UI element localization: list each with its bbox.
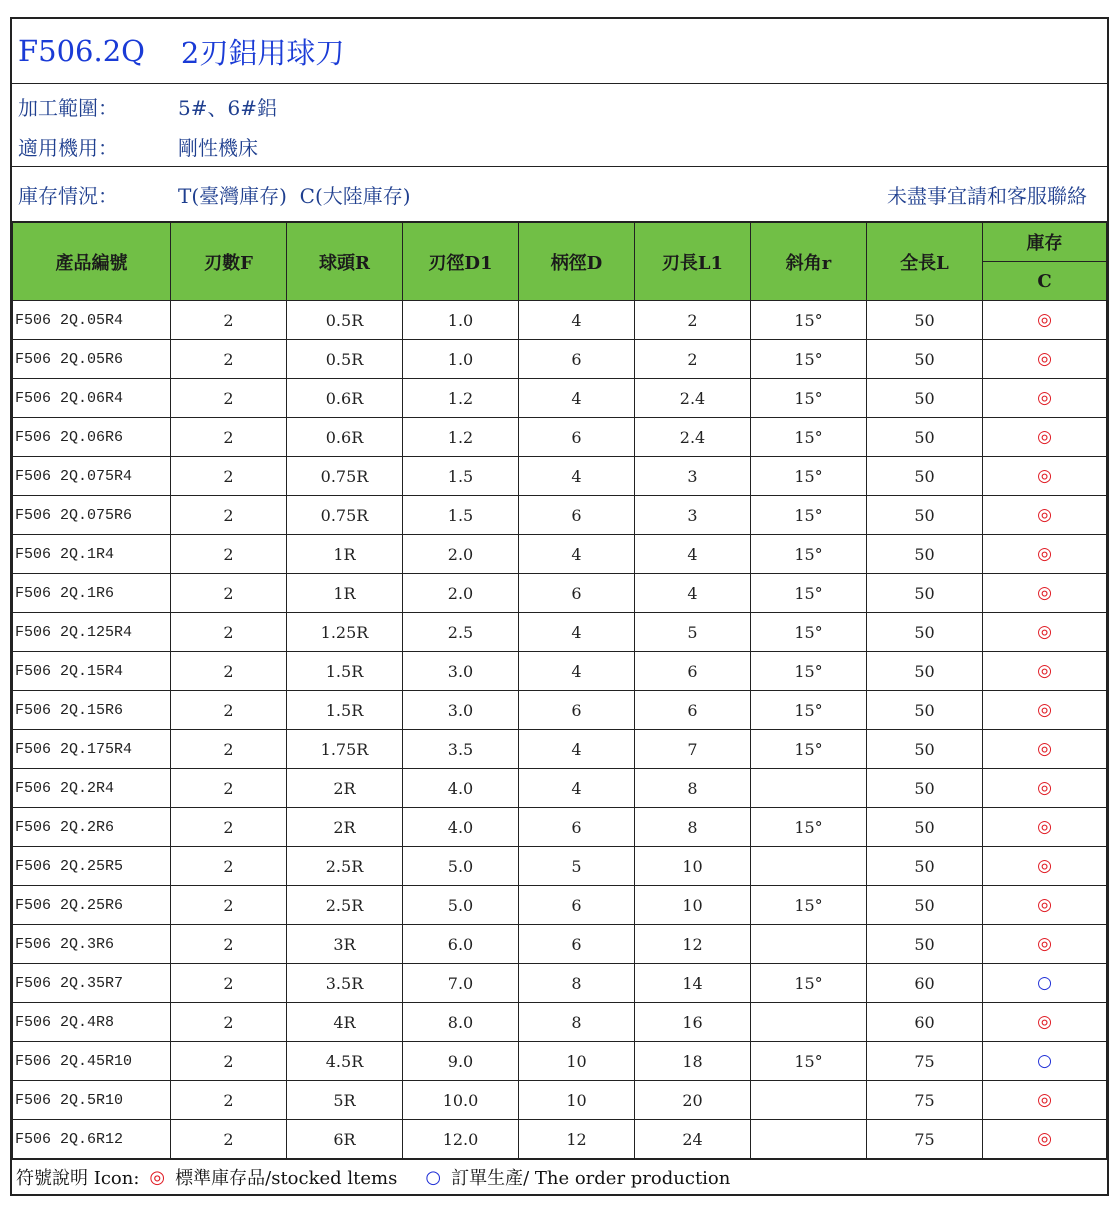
info-range [12,86,1107,126]
table-row [13,613,1107,652]
cell-flutes: 2 [171,964,287,1003]
cell-total-len: 50 [867,418,983,457]
cell-blade-len: 6 [635,652,751,691]
cell-ball: 1R [287,574,403,613]
cell-total-len: 50 [867,925,983,964]
cell-blade-dia: 1.0 [403,301,519,340]
cell-stock: ◎ [983,652,1107,691]
cell-code: F506 2Q.2R4 [13,769,171,808]
cell-stock: ◎ [983,1120,1107,1159]
cell-angle: 15° [751,886,867,925]
header-shank-dia: 柄徑D [519,223,635,301]
table-row [13,340,1107,379]
cell-blade-len: 24 [635,1120,751,1159]
cell-total-len: 50 [867,340,983,379]
cell-flutes: 2 [171,1081,287,1120]
cell-blade-len: 2.4 [635,418,751,457]
table-row [13,652,1107,691]
cell-ball: 2.5R [287,847,403,886]
cell-blade-len: 10 [635,886,751,925]
cell-ball: 0.75R [287,496,403,535]
table-row [13,769,1107,808]
cell-blade-len: 5 [635,613,751,652]
cell-code: F506 2Q.15R6 [13,691,171,730]
cell-blade-len: 8 [635,769,751,808]
table-row [13,1120,1107,1159]
cell-shank-dia: 4 [519,730,635,769]
cell-ball: 2R [287,808,403,847]
cell-flutes: 2 [171,340,287,379]
cell-angle [751,1081,867,1120]
info-range-label: 加工範圍： [18,95,118,120]
cell-angle: 15° [751,535,867,574]
cell-blade-dia: 5.0 [403,847,519,886]
cell-shank-dia: 6 [519,886,635,925]
cell-flutes: 2 [171,1042,287,1081]
cell-ball: 6R [287,1120,403,1159]
cell-ball: 2.5R [287,886,403,925]
cell-angle: 15° [751,301,867,340]
cell-shank-dia: 12 [519,1120,635,1159]
header-code: 產品編號 [13,223,171,301]
cell-stock: ◎ [983,457,1107,496]
cell-stock: ◎ [983,535,1107,574]
cell-blade-len: 4 [635,535,751,574]
cell-ball: 1.75R [287,730,403,769]
cell-angle: 15° [751,808,867,847]
cell-total-len: 50 [867,535,983,574]
cell-code: F506 2Q.5R10 [13,1081,171,1120]
cell-ball: 1R [287,535,403,574]
cell-flutes: 2 [171,808,287,847]
cell-ball: 0.5R [287,340,403,379]
cell-blade-len: 2 [635,340,751,379]
header-row [13,223,1107,262]
cell-stock: ○ [983,1042,1107,1081]
cell-code: F506 2Q.45R10 [13,1042,171,1081]
table-row [13,691,1107,730]
cell-flutes: 2 [171,769,287,808]
spec-table [12,222,1107,1159]
table-row [13,847,1107,886]
cell-blade-dia: 3.5 [403,730,519,769]
cell-code: F506 2Q.3R6 [13,925,171,964]
cell-flutes: 2 [171,301,287,340]
cell-blade-len: 2.4 [635,379,751,418]
cell-flutes: 2 [171,574,287,613]
stocked-icon: ◎ [149,1166,166,1188]
cell-stock: ◎ [983,301,1107,340]
cell-blade-len: 2 [635,301,751,340]
cell-total-len: 50 [867,496,983,535]
table-row [13,496,1107,535]
header-blade-len: 刃長L1 [635,223,751,301]
cell-code: F506 2Q.2R6 [13,808,171,847]
order-icon: ○ [425,1166,442,1188]
table-row [13,886,1107,925]
cell-flutes: 2 [171,418,287,457]
header-stock-sub: C [983,262,1107,301]
cell-shank-dia: 4 [519,535,635,574]
cell-angle [751,925,867,964]
cell-total-len: 50 [867,379,983,418]
cell-stock: ○ [983,964,1107,1003]
cell-stock: ◎ [983,808,1107,847]
cell-angle: 15° [751,613,867,652]
cell-ball: 5R [287,1081,403,1120]
legend-stocked-text: 標準庫存品/stocked ltems [175,1168,398,1189]
cell-total-len: 50 [867,574,983,613]
cell-stock: ◎ [983,847,1107,886]
cell-blade-dia: 10.0 [403,1081,519,1120]
table-row [13,1081,1107,1120]
info-contact: 未盡事宜請和客服聯絡 [887,183,1087,208]
cell-angle: 15° [751,418,867,457]
cell-blade-dia: 12.0 [403,1120,519,1159]
cell-blade-len: 6 [635,691,751,730]
cell-blade-dia: 1.0 [403,340,519,379]
cell-blade-dia: 8.0 [403,1003,519,1042]
cell-shank-dia: 6 [519,691,635,730]
cell-total-len: 50 [867,769,983,808]
cell-blade-dia: 1.5 [403,496,519,535]
cell-total-len: 60 [867,1003,983,1042]
cell-total-len: 50 [867,886,983,925]
cell-angle: 15° [751,379,867,418]
cell-shank-dia: 4 [519,613,635,652]
cell-shank-dia: 8 [519,964,635,1003]
cell-flutes: 2 [171,457,287,496]
cell-shank-dia: 4 [519,457,635,496]
table-row [13,379,1107,418]
cell-total-len: 60 [867,964,983,1003]
cell-total-len: 50 [867,847,983,886]
cell-blade-len: 20 [635,1081,751,1120]
cell-angle: 15° [751,457,867,496]
info-stock-value: T(臺灣庫存) C(大陸庫存) [178,183,411,208]
cell-ball: 3R [287,925,403,964]
cell-shank-dia: 6 [519,418,635,457]
cell-total-len: 50 [867,808,983,847]
cell-blade-dia: 1.5 [403,457,519,496]
cell-blade-len: 18 [635,1042,751,1081]
spec-sheet [10,17,1109,1196]
cell-angle: 15° [751,1042,867,1081]
cell-blade-dia: 3.0 [403,691,519,730]
table-row [13,418,1107,457]
cell-shank-dia: 10 [519,1042,635,1081]
cell-stock: ◎ [983,886,1107,925]
cell-blade-len: 4 [635,574,751,613]
cell-ball: 1.5R [287,691,403,730]
cell-ball: 4.5R [287,1042,403,1081]
cell-flutes: 2 [171,1120,287,1159]
cell-blade-dia: 2.0 [403,574,519,613]
header-flutes: 刃數F [171,223,287,301]
cell-blade-len: 3 [635,457,751,496]
cell-angle: 15° [751,574,867,613]
cell-blade-dia: 2.0 [403,535,519,574]
cell-stock: ◎ [983,340,1107,379]
legend [12,1159,1107,1194]
header-angle: 斜角r [751,223,867,301]
cell-code: F506 2Q.1R6 [13,574,171,613]
cell-blade-dia: 3.0 [403,652,519,691]
legend-order-text: 訂單生產/ The order production [451,1168,731,1189]
cell-code: F506 2Q.15R4 [13,652,171,691]
cell-shank-dia: 4 [519,301,635,340]
cell-angle: 15° [751,730,867,769]
cell-blade-dia: 1.2 [403,379,519,418]
cell-stock: ◎ [983,925,1107,964]
cell-stock: ◎ [983,574,1107,613]
cell-flutes: 2 [171,691,287,730]
cell-ball: 4R [287,1003,403,1042]
cell-blade-dia: 9.0 [403,1042,519,1081]
product-series-code: F506.2Q [18,34,145,68]
cell-code: F506 2Q.06R6 [13,418,171,457]
cell-blade-len: 7 [635,730,751,769]
page-title [12,19,1107,84]
cell-flutes: 2 [171,379,287,418]
table-row [13,1042,1107,1081]
cell-shank-dia: 5 [519,847,635,886]
cell-flutes: 2 [171,886,287,925]
table-row [13,574,1107,613]
cell-shank-dia: 6 [519,808,635,847]
cell-flutes: 2 [171,496,287,535]
cell-shank-dia: 4 [519,769,635,808]
cell-angle: 15° [751,340,867,379]
cell-total-len: 50 [867,613,983,652]
legend-label: 符號說明 Icon: [16,1168,140,1189]
cell-shank-dia: 4 [519,379,635,418]
cell-blade-len: 12 [635,925,751,964]
header-blade-dia: 刃徑D1 [403,223,519,301]
cell-shank-dia: 6 [519,496,635,535]
cell-code: F506 2Q.175R4 [13,730,171,769]
header-total-len: 全長L [867,223,983,301]
cell-ball: 3.5R [287,964,403,1003]
table-row [13,535,1107,574]
header-stock: 庫存 [983,223,1107,262]
cell-shank-dia: 10 [519,1081,635,1120]
cell-code: F506 2Q.125R4 [13,613,171,652]
cell-total-len: 50 [867,301,983,340]
cell-shank-dia: 8 [519,1003,635,1042]
cell-blade-dia: 7.0 [403,964,519,1003]
cell-ball: 2R [287,769,403,808]
cell-blade-dia: 4.0 [403,808,519,847]
cell-total-len: 75 [867,1081,983,1120]
cell-blade-len: 3 [635,496,751,535]
info-machine-label: 適用機用： [18,135,118,160]
cell-total-len: 50 [867,457,983,496]
cell-stock: ◎ [983,1081,1107,1120]
cell-blade-dia: 4.0 [403,769,519,808]
cell-stock: ◎ [983,418,1107,457]
table-row [13,808,1107,847]
cell-stock: ◎ [983,769,1107,808]
cell-angle: 15° [751,652,867,691]
cell-angle [751,847,867,886]
cell-blade-dia: 2.5 [403,613,519,652]
cell-blade-len: 16 [635,1003,751,1042]
table-row [13,964,1107,1003]
cell-code: F506 2Q.05R4 [13,301,171,340]
cell-blade-len: 10 [635,847,751,886]
cell-blade-len: 8 [635,808,751,847]
cell-blade-len: 14 [635,964,751,1003]
cell-angle [751,1003,867,1042]
cell-code: F506 2Q.06R4 [13,379,171,418]
cell-code: F506 2Q.075R6 [13,496,171,535]
cell-flutes: 2 [171,1003,287,1042]
table-row [13,1003,1107,1042]
cell-ball: 0.75R [287,457,403,496]
cell-angle: 15° [751,964,867,1003]
info-range-value: 5#、6#鋁 [178,95,277,120]
cell-total-len: 50 [867,691,983,730]
cell-total-len: 50 [867,652,983,691]
cell-ball: 0.6R [287,418,403,457]
cell-code: F506 2Q.4R8 [13,1003,171,1042]
cell-shank-dia: 6 [519,925,635,964]
cell-ball: 0.6R [287,379,403,418]
table-row [13,457,1107,496]
cell-flutes: 2 [171,535,287,574]
cell-code: F506 2Q.25R6 [13,886,171,925]
cell-stock: ◎ [983,730,1107,769]
cell-angle: 15° [751,691,867,730]
cell-angle [751,769,867,808]
table-row [13,730,1107,769]
info-stock-label: 庫存情況： [18,183,118,208]
cell-total-len: 75 [867,1042,983,1081]
cell-ball: 1.25R [287,613,403,652]
cell-stock: ◎ [983,496,1107,535]
cell-flutes: 2 [171,847,287,886]
header-ball: 球頭R [287,223,403,301]
cell-shank-dia: 6 [519,340,635,379]
info-machine [12,126,1107,166]
cell-flutes: 2 [171,613,287,652]
info-machine-value: 剛性機床 [178,135,258,160]
cell-stock: ◎ [983,691,1107,730]
cell-ball: 1.5R [287,652,403,691]
cell-stock: ◎ [983,613,1107,652]
cell-ball: 0.5R [287,301,403,340]
cell-total-len: 50 [867,730,983,769]
cell-blade-dia: 6.0 [403,925,519,964]
cell-blade-dia: 1.2 [403,418,519,457]
cell-code: F506 2Q.075R4 [13,457,171,496]
cell-shank-dia: 4 [519,652,635,691]
cell-shank-dia: 6 [519,574,635,613]
cell-flutes: 2 [171,730,287,769]
cell-total-len: 75 [867,1120,983,1159]
product-series-name: 2刃鋁用球刀 [180,35,345,70]
cell-code: F506 2Q.6R12 [13,1120,171,1159]
cell-stock: ◎ [983,379,1107,418]
cell-code: F506 2Q.25R5 [13,847,171,886]
info-stock [12,166,1107,222]
cell-stock: ◎ [983,1003,1107,1042]
cell-angle [751,1120,867,1159]
cell-blade-dia: 5.0 [403,886,519,925]
table-row [13,925,1107,964]
cell-code: F506 2Q.05R6 [13,340,171,379]
cell-flutes: 2 [171,925,287,964]
cell-flutes: 2 [171,652,287,691]
cell-angle: 15° [751,496,867,535]
cell-code: F506 2Q.35R7 [13,964,171,1003]
cell-code: F506 2Q.1R4 [13,535,171,574]
table-row [13,301,1107,340]
